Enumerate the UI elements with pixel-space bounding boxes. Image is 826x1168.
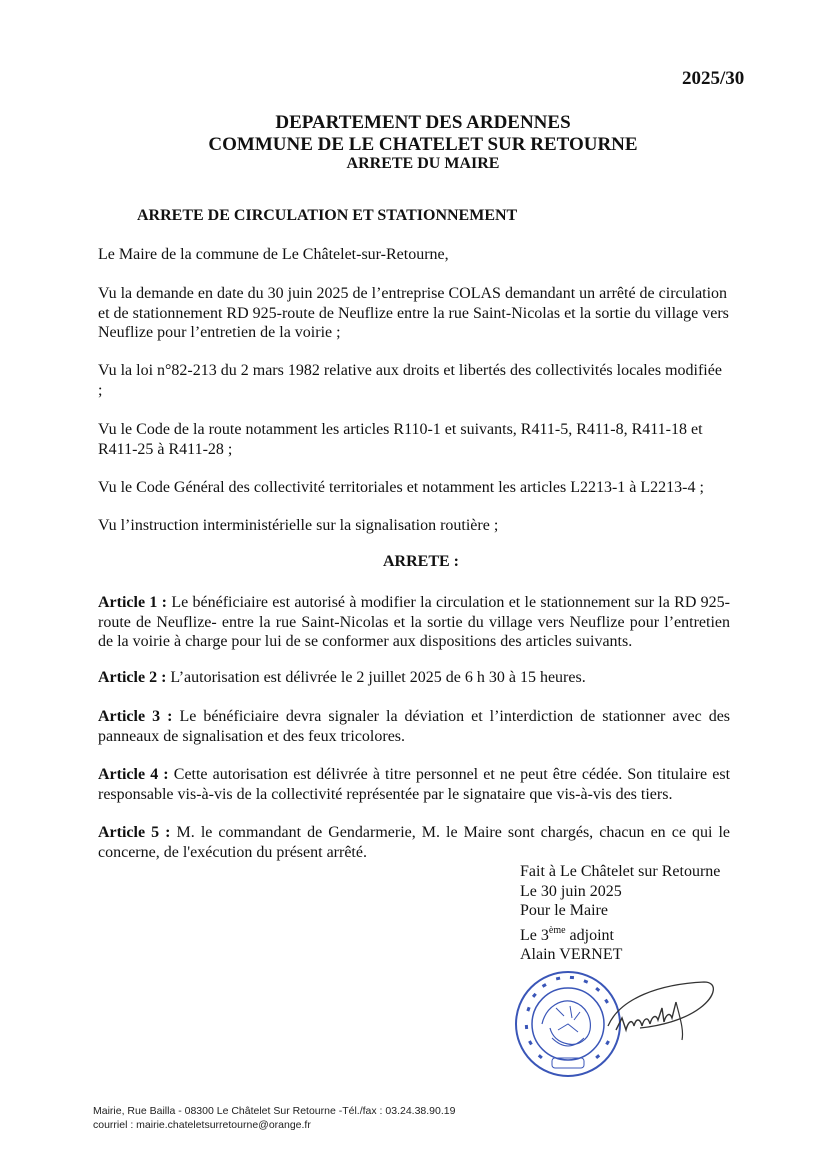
preamble-mayor: Le Maire de la commune de Le Châtelet-sur-Retourne, — [98, 246, 449, 263]
article-1-label: Article 1 : — [98, 594, 168, 611]
article-5 — [98, 823, 730, 862]
footer-address: Mairie, Rue Bailla - 08300 Le Châtelet Sur Retourne -Tél./fax : 03.24.38.90.19 — [93, 1105, 456, 1117]
article-2-text: L’autorisation est délivrée le 2 juillet 2025 de 6 h 30 à 15 heures. — [170, 669, 586, 686]
commune-heading: COMMUNE DE LE CHATELET SUR RETOURNE — [208, 134, 638, 155]
signature-for: Pour le Maire — [520, 902, 608, 919]
article-1 — [98, 593, 730, 652]
article-2-label: Article 2 : — [98, 669, 167, 686]
article-4-text: Cette autorisation est délivrée à titre personnel et ne peut être cédée. Son titulaire est responsable vis-à-vis de la collectivité représentée par le signataire que vis-à-vis des tiers. — [98, 766, 731, 803]
article-1-text: Le bénéficiaire est autorisé à modifier la circulation et le stationnement sur la RD 925-route de Neuflize- entre la rue Saint-Nicolas et la sortie du village vers Neuflize pour l’entretien de la voirie à charge pour lui de se conformer aux dispositions des articles suivants. — [98, 594, 731, 650]
decree-type-heading: ARRETE DU MAIRE — [346, 155, 500, 172]
article-3 — [98, 707, 730, 746]
preamble-road-code: Vu le Code de la route notamment les articles R110-1 et suivants, R411-5, R411-8, R411-18 et R411-25 à R411-28 ; — [98, 421, 703, 458]
signature-role: Le 3ème adjoint — [520, 924, 614, 944]
preamble-law: Vu la loi n°82-213 du 2 mars 1982 relative aux droits et libertés des collectivités locales modifiée ; — [98, 362, 722, 399]
signature-place: Fait à Le Châtelet sur Retourne — [520, 863, 721, 880]
decree-title: ARRETE DE CIRCULATION ET STATIONNEMENT — [137, 207, 518, 224]
preamble-request: Vu la demande en date du 30 juin 2025 de l’entreprise COLAS demandant un arrêté de circulation et de stationnement RD 925-route de Neuflize entre la rue Saint-Nicolas et la sortie du village vers Neuflize pour l’entretien de la voirie ; — [98, 285, 729, 341]
arrete-heading: ARRETE : — [382, 553, 459, 570]
footer — [93, 1104, 455, 1132]
article-2 — [98, 668, 730, 688]
article-5-label: Article 5 : — [98, 824, 171, 841]
handwritten-signature — [600, 978, 720, 1053]
preamble-cgct: Vu le Code Général des collectivité territoriales et notamment les articles L2213-1 à L2213-4 ; — [98, 479, 704, 496]
footer-email: courriel : mairie.chateletsurretourne@orange.fr — [93, 1119, 311, 1131]
department-heading: DEPARTEMENT DES ARDENNES — [275, 112, 571, 133]
signature-date: Le 30 juin 2025 — [520, 882, 622, 900]
article-3-label: Article 3 : — [98, 708, 173, 725]
decree-reference: 2025/30 — [682, 68, 745, 89]
article-4-label: Article 4 : — [98, 766, 169, 783]
preamble-instruction: Vu l’instruction interministérielle sur la signalisation routière ; — [98, 517, 499, 534]
article-3-text: Le bénéficiaire devra signaler la déviation et l’interdiction de stationner avec des panneaux de signalisation et des feux tricolores. — [98, 708, 731, 745]
signature-block — [520, 862, 720, 965]
article-4 — [98, 765, 730, 804]
article-5-text: M. le commandant de Gendarmerie, M. le Maire sont chargés, chacun en ce qui le concerne, de l'exécution du présent arrêté. — [98, 824, 731, 861]
signatory-name: Alain VERNET — [520, 946, 623, 963]
